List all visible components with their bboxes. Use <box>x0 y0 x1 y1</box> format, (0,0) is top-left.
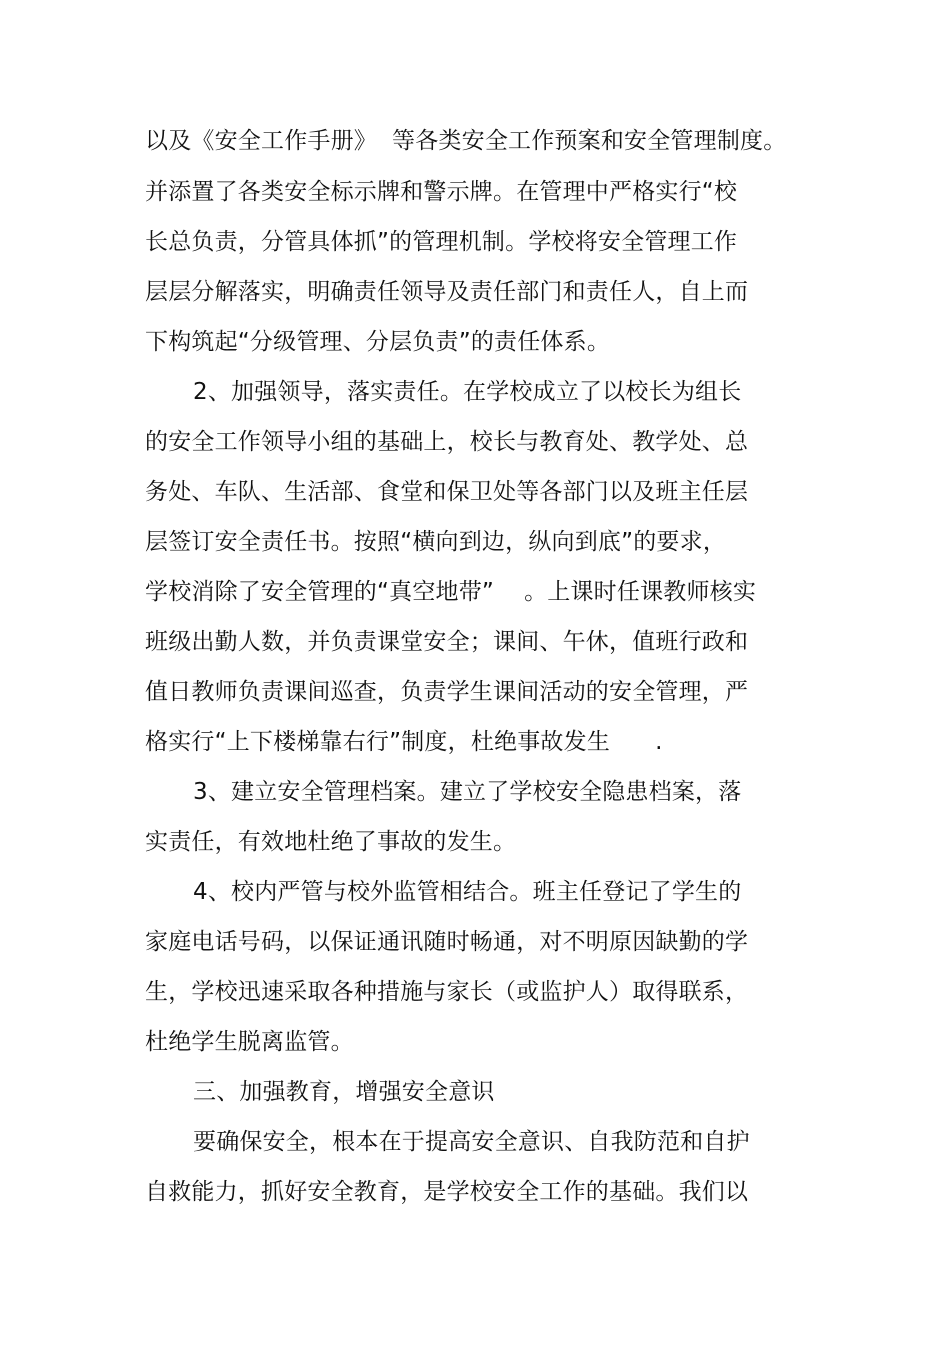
text-line: 的安全工作领导小组的基础上，校长与教育处、教学处、总 <box>145 429 749 455</box>
text-line: 生，学校迅速采取各种措施与家长（或监护人）取得联系， <box>145 979 749 1005</box>
text-line: 要确保安全，根本在于提高安全意识、自我防范和自护 <box>193 1129 750 1155</box>
text-line: 实责任，有效地杜绝了事故的发生。 <box>145 829 517 855</box>
text-line: 下构筑起“分级管理、分层负责”的责任体系。 <box>145 329 611 355</box>
text-line: 层层分解落实，明确责任领导及责任部门和责任人，自上而 <box>145 279 749 305</box>
text-line: 务处、车队、生活部、食堂和保卫处等各部门以及班主任层 <box>145 479 749 505</box>
paragraph-heading-3: 3、建立安全管理档案。建立了学校安全隐患档案，落 <box>193 779 742 805</box>
text-line: 格实行“上下楼梯靠右行”制度，杜绝事故发生 . <box>145 729 663 755</box>
paragraph-heading-2: 2、加强领导，落实责任。在学校成立了以校长为组长 <box>193 379 742 405</box>
text-line: 学校消除了安全管理的“真空地带” 。上课时任课教师核实 <box>145 579 757 605</box>
text-line: 并添置了各类安全标示牌和警示牌。在管理中严格实行“校 <box>145 179 738 205</box>
text-line: 班级出勤人数，并负责课堂安全；课间、午休，值班行政和 <box>145 629 749 655</box>
text-line: 自救能力，抓好安全教育，是学校安全工作的基础。我们以 <box>145 1179 749 1205</box>
text-line: 值日教师负责课间巡查，负责学生课间活动的安全管理，严 <box>145 679 749 705</box>
text-line: 杜绝学生脱离监管。 <box>145 1029 354 1055</box>
text-line: 家庭电话号码，以保证通讯随时畅通，对不明原因缺勤的学 <box>145 929 749 955</box>
text-line: 以及《安全工作手册》 等各类安全工作预案和安全管理制度。 <box>145 128 787 154</box>
text-line: 长总负责，分管具体抓”的管理机制。学校将安全管理工作 <box>145 229 738 255</box>
section-heading: 三、加强教育，增强安全意识 <box>193 1079 495 1105</box>
text-line: 层签订安全责任书。按照“横向到边，纵向到底”的要求， <box>145 529 727 555</box>
paragraph-heading-4: 4、校内严管与校外监管相结合。班主任登记了学生的 <box>193 879 742 905</box>
